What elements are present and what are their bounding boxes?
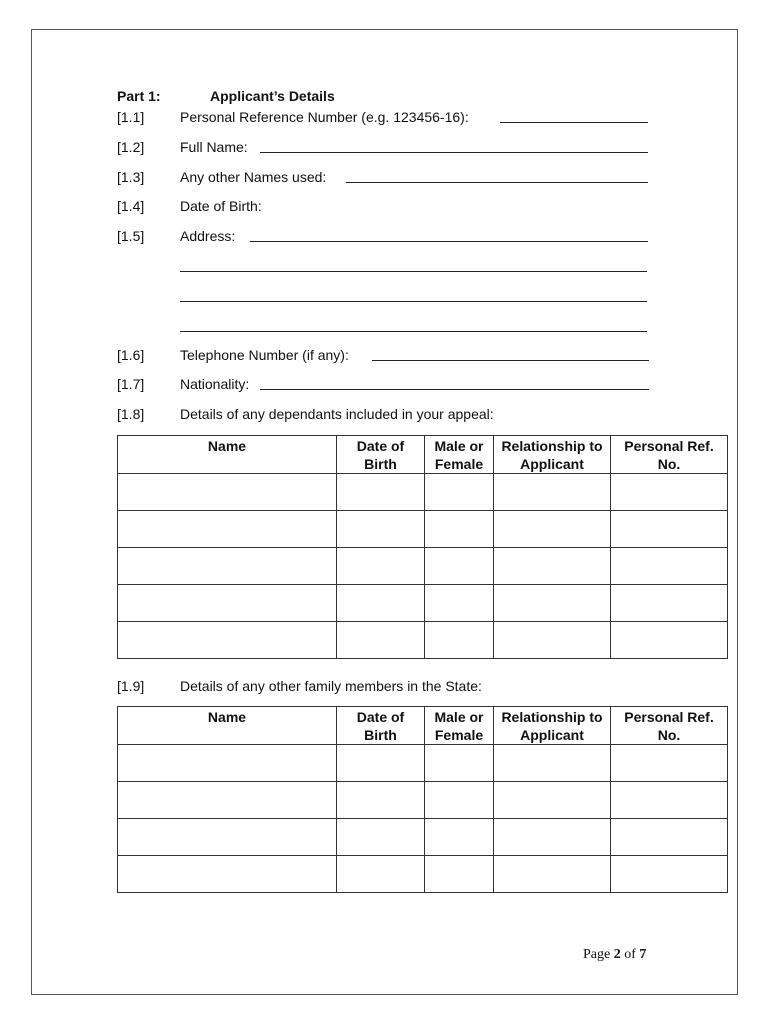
field-number: [1.9] bbox=[117, 678, 145, 694]
dependants-table bbox=[117, 435, 728, 659]
total-pages: 7 bbox=[639, 947, 647, 962]
page-word: Page bbox=[583, 947, 611, 962]
field-label: Nationality: bbox=[180, 376, 250, 392]
column-header-personal-ref: Personal Ref. No. bbox=[611, 707, 728, 745]
full-name-field[interactable] bbox=[260, 152, 648, 153]
reference-number-field[interactable] bbox=[500, 122, 648, 123]
sex-cell[interactable] bbox=[425, 819, 494, 856]
other-names-field[interactable] bbox=[346, 182, 648, 183]
sex-cell[interactable] bbox=[425, 856, 494, 893]
address-field-line-1[interactable] bbox=[250, 241, 648, 242]
table-row bbox=[118, 819, 728, 856]
field-label: Full Name: bbox=[180, 139, 248, 155]
field-label: Address: bbox=[180, 228, 236, 244]
field-label: Details of any dependants included in your appeal: bbox=[180, 406, 494, 422]
column-header-personal-ref: Personal Ref. No. bbox=[611, 436, 728, 474]
sex-cell[interactable] bbox=[425, 622, 494, 659]
field-number: [1.2] bbox=[117, 139, 145, 155]
column-header-name: Name bbox=[118, 707, 337, 745]
telephone-field[interactable] bbox=[372, 360, 649, 361]
address-field-line-4[interactable] bbox=[180, 331, 647, 332]
relationship-cell[interactable] bbox=[494, 819, 611, 856]
sex-cell[interactable] bbox=[425, 745, 494, 782]
table-row bbox=[118, 548, 728, 585]
field-label: Telephone Number (if any): bbox=[180, 347, 349, 363]
date-of-birth-cell[interactable] bbox=[337, 474, 425, 511]
field-label: Date of Birth: bbox=[180, 198, 262, 214]
table-row bbox=[118, 856, 728, 893]
column-header-date-of-birth: Date of Birth bbox=[337, 436, 425, 474]
table-row bbox=[118, 474, 728, 511]
personal-ref-cell[interactable] bbox=[611, 745, 728, 782]
part-number: Part 1: bbox=[117, 88, 161, 104]
name-cell[interactable] bbox=[118, 585, 337, 622]
page-number bbox=[583, 947, 646, 963]
personal-ref-cell[interactable] bbox=[611, 622, 728, 659]
column-header-date-of-birth: Date of Birth bbox=[337, 707, 425, 745]
table-header-row bbox=[118, 707, 728, 745]
name-cell[interactable] bbox=[118, 548, 337, 585]
field-number: [1.4] bbox=[117, 198, 145, 214]
name-cell[interactable] bbox=[118, 745, 337, 782]
field-label: Personal Reference Number (e.g. 123456-16): bbox=[180, 109, 469, 125]
field-label: Details of any other family members in the State: bbox=[180, 678, 482, 694]
name-cell[interactable] bbox=[118, 819, 337, 856]
relationship-cell[interactable] bbox=[494, 856, 611, 893]
table-header-row bbox=[118, 436, 728, 474]
date-of-birth-cell[interactable] bbox=[337, 511, 425, 548]
part-heading bbox=[117, 88, 335, 104]
of-word: of bbox=[624, 947, 636, 962]
relationship-cell[interactable] bbox=[494, 622, 611, 659]
field-label: Any other Names used: bbox=[180, 169, 327, 185]
sex-cell[interactable] bbox=[425, 585, 494, 622]
nationality-field[interactable] bbox=[260, 389, 649, 390]
field-number: [1.7] bbox=[117, 376, 145, 392]
address-field-line-3[interactable] bbox=[180, 301, 647, 302]
table-row bbox=[118, 782, 728, 819]
relationship-cell[interactable] bbox=[494, 511, 611, 548]
date-of-birth-cell[interactable] bbox=[337, 585, 425, 622]
field-number: [1.1] bbox=[117, 109, 145, 125]
relationship-cell[interactable] bbox=[494, 474, 611, 511]
date-of-birth-cell[interactable] bbox=[337, 782, 425, 819]
part-title: Applicant’s Details bbox=[210, 88, 335, 104]
personal-ref-cell[interactable] bbox=[611, 548, 728, 585]
column-header-relationship: Relationship to Applicant bbox=[494, 436, 611, 474]
personal-ref-cell[interactable] bbox=[611, 474, 728, 511]
field-number: [1.6] bbox=[117, 347, 145, 363]
column-header-sex: Male or Female bbox=[425, 707, 494, 745]
personal-ref-cell[interactable] bbox=[611, 856, 728, 893]
sex-cell[interactable] bbox=[425, 474, 494, 511]
table-row bbox=[118, 511, 728, 548]
date-of-birth-cell[interactable] bbox=[337, 745, 425, 782]
personal-ref-cell[interactable] bbox=[611, 585, 728, 622]
field-number: [1.5] bbox=[117, 228, 145, 244]
table-row bbox=[118, 585, 728, 622]
column-header-relationship: Relationship to Applicant bbox=[494, 707, 611, 745]
relationship-cell[interactable] bbox=[494, 782, 611, 819]
date-of-birth-cell[interactable] bbox=[337, 548, 425, 585]
relationship-cell[interactable] bbox=[494, 585, 611, 622]
personal-ref-cell[interactable] bbox=[611, 782, 728, 819]
address-field-line-2[interactable] bbox=[180, 271, 647, 272]
sex-cell[interactable] bbox=[425, 782, 494, 819]
personal-ref-cell[interactable] bbox=[611, 819, 728, 856]
table-row bbox=[118, 745, 728, 782]
date-of-birth-cell[interactable] bbox=[337, 622, 425, 659]
personal-ref-cell[interactable] bbox=[611, 511, 728, 548]
date-of-birth-cell[interactable] bbox=[337, 856, 425, 893]
name-cell[interactable] bbox=[118, 622, 337, 659]
column-header-name: Name bbox=[118, 436, 337, 474]
current-page: 2 bbox=[613, 947, 621, 962]
name-cell[interactable] bbox=[118, 474, 337, 511]
name-cell[interactable] bbox=[118, 511, 337, 548]
sex-cell[interactable] bbox=[425, 511, 494, 548]
name-cell[interactable] bbox=[118, 782, 337, 819]
field-number: [1.3] bbox=[117, 169, 145, 185]
column-header-sex: Male or Female bbox=[425, 436, 494, 474]
field-number: [1.8] bbox=[117, 406, 145, 422]
date-of-birth-cell[interactable] bbox=[337, 819, 425, 856]
table-row bbox=[118, 622, 728, 659]
relationship-cell[interactable] bbox=[494, 745, 611, 782]
name-cell[interactable] bbox=[118, 856, 337, 893]
sex-cell[interactable] bbox=[425, 548, 494, 585]
relationship-cell[interactable] bbox=[494, 548, 611, 585]
family-members-table bbox=[117, 706, 728, 893]
